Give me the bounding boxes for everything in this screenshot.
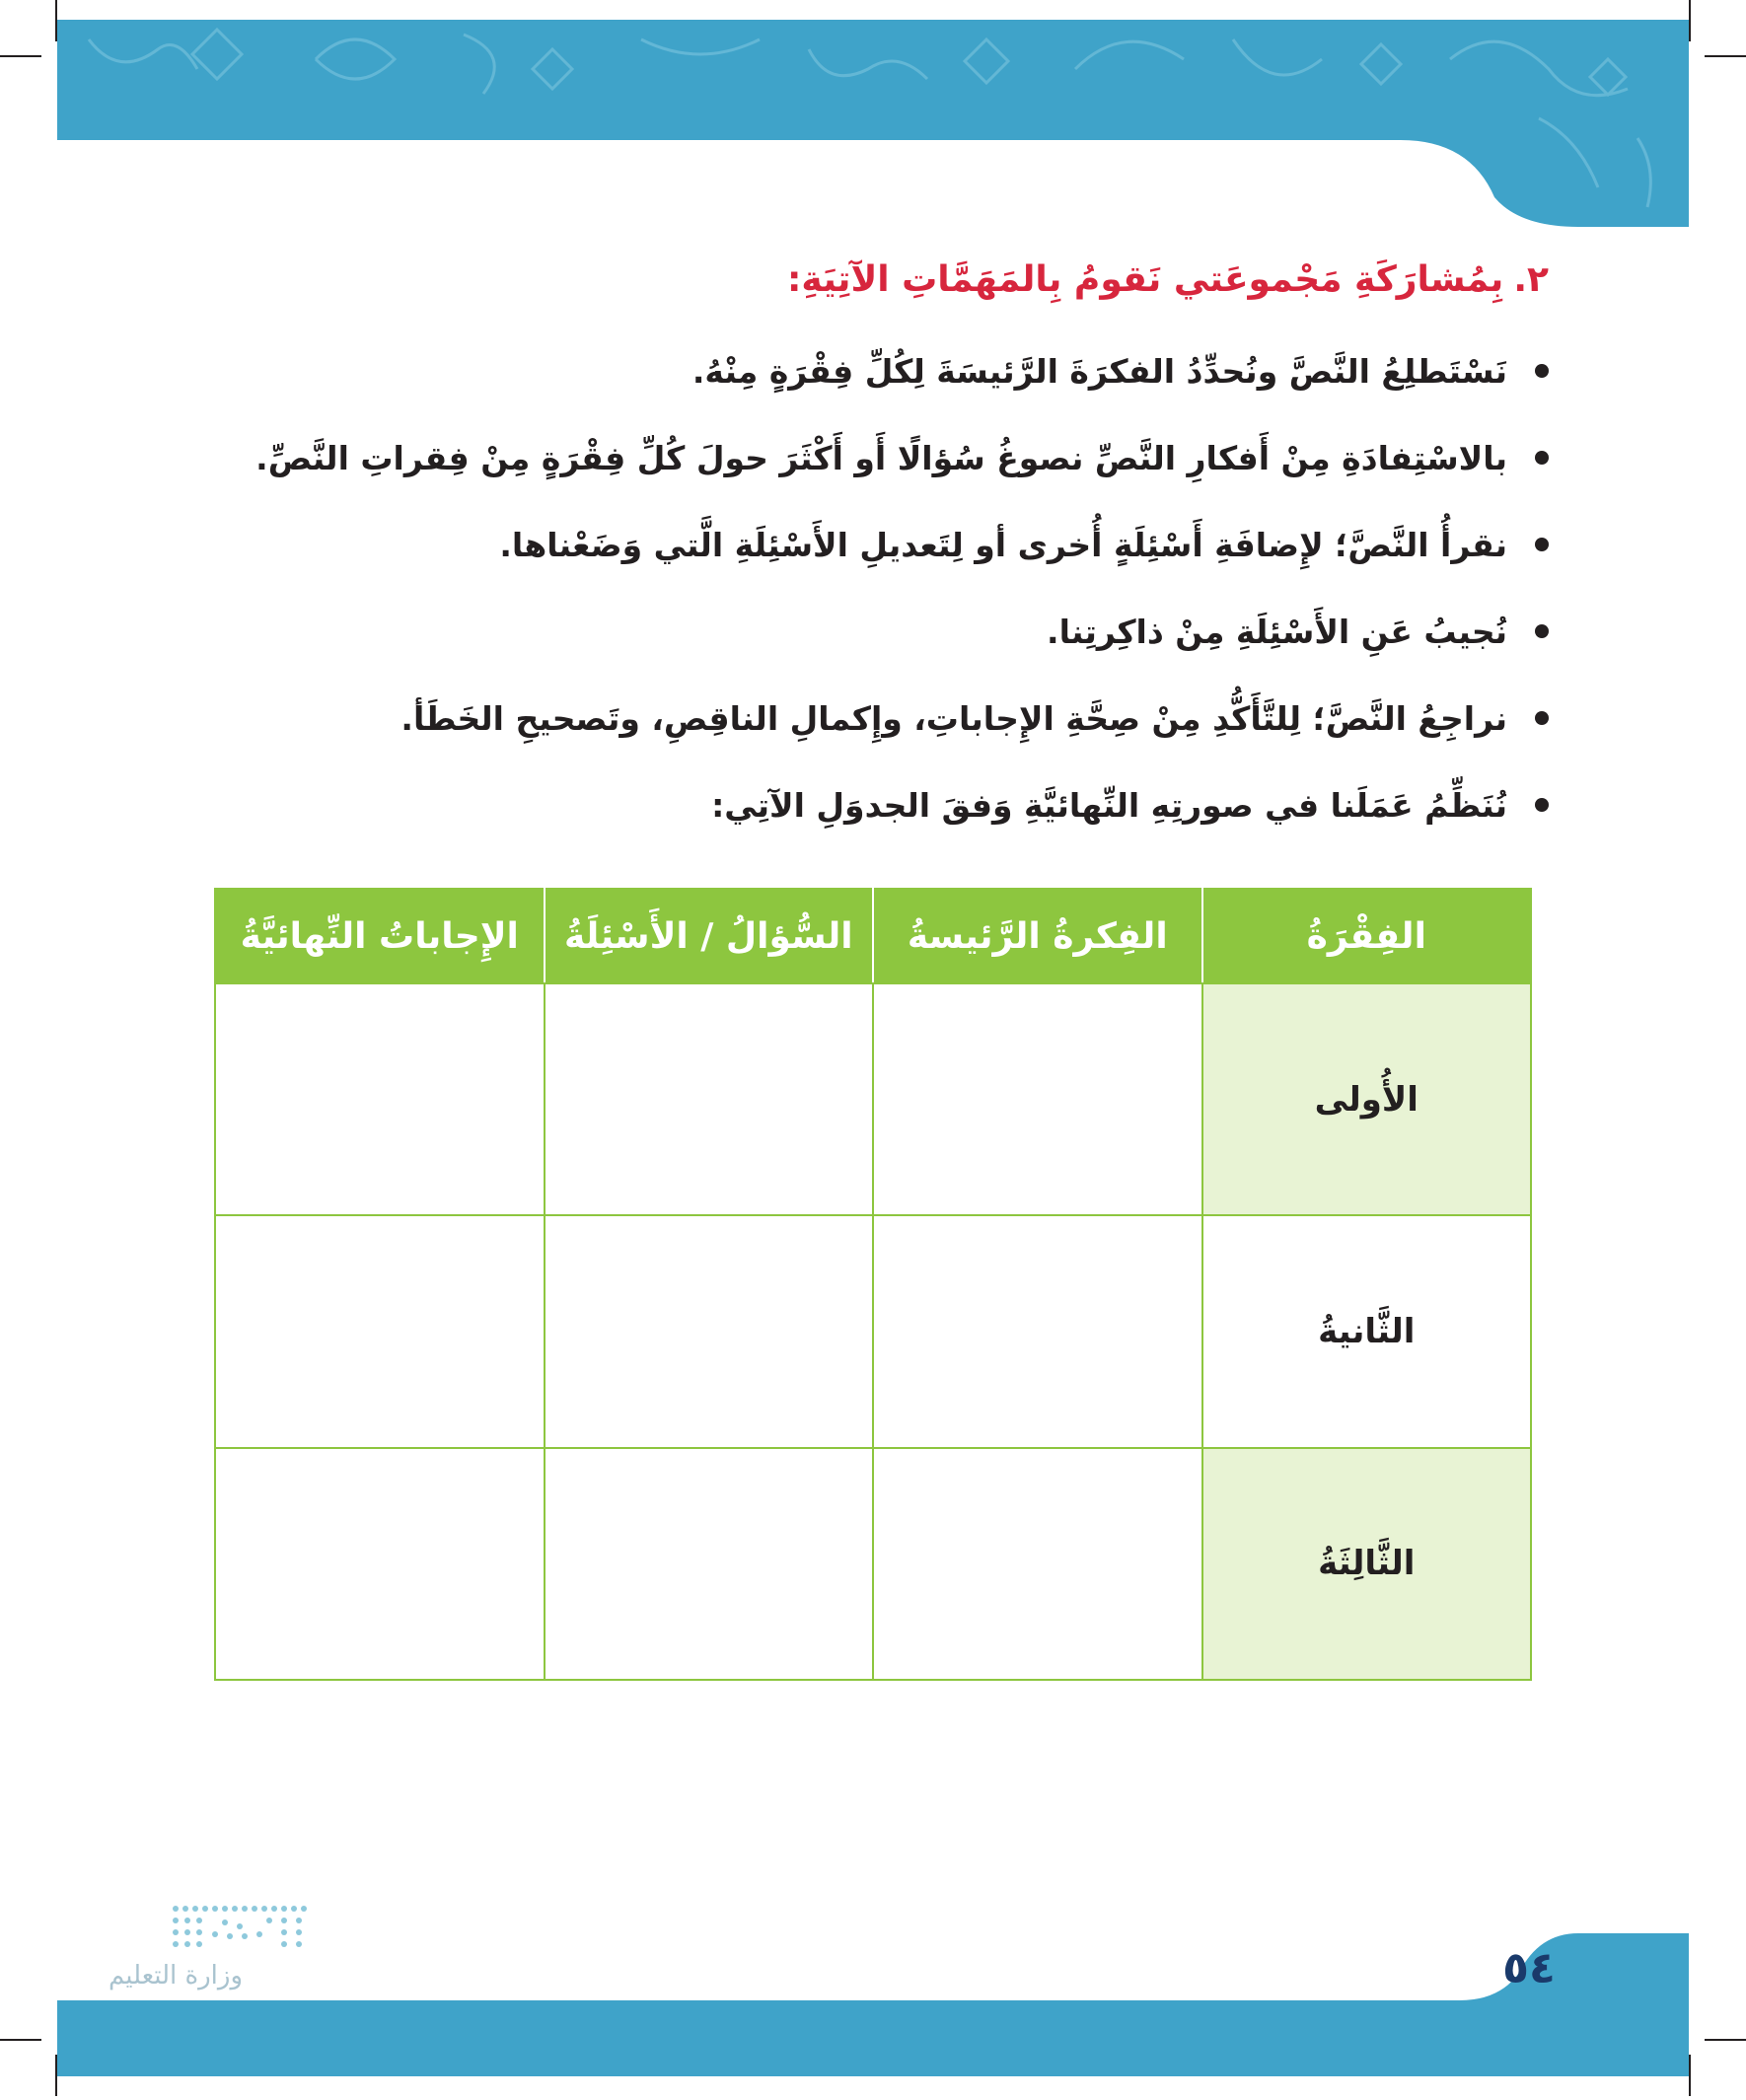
bullet-icon bbox=[1535, 538, 1549, 551]
table-row bbox=[215, 1215, 1531, 1447]
header-questions: السُّؤالُ / الأَسْئِلَةُ bbox=[545, 889, 874, 983]
page-number: ٥٤ bbox=[1502, 1943, 1556, 1993]
paragraph-table bbox=[214, 888, 1532, 1681]
answers-cell[interactable] bbox=[215, 983, 545, 1215]
answers-cell[interactable] bbox=[215, 1215, 545, 1447]
task-heading bbox=[266, 259, 1549, 300]
bullet-icon bbox=[1535, 798, 1549, 812]
task-list bbox=[207, 350, 1549, 871]
bullet-icon bbox=[1535, 364, 1549, 378]
main-idea-cell[interactable] bbox=[873, 1215, 1202, 1447]
header-main-idea: الفِكرةُ الرَّئيسةُ bbox=[873, 889, 1202, 983]
list-item: نقرأُ النَّصَّ؛ لإِضافَةِ أَسْئِلَةٍ أُخرى أو لِتَعديلِ الأَسْئِلَةِ الَّتي وَضَعْناها. bbox=[207, 524, 1549, 567]
questions-cell[interactable] bbox=[545, 983, 874, 1215]
list-item: نُنَظِّمُ عَمَلَنا في صورتِهِ النِّهائيَّةِ وَفقَ الجدوَلِ الآتِي: bbox=[207, 784, 1549, 828]
header-final-answers: الإِجاباتُ النِّهائيَّةُ bbox=[215, 889, 545, 983]
logo-text: وزارة التعليم bbox=[108, 1961, 244, 1991]
top-banner bbox=[0, 0, 1746, 237]
answers-cell[interactable] bbox=[215, 1448, 545, 1680]
bullet-icon bbox=[1535, 711, 1549, 725]
list-item: نُجيبُ عَنِ الأَسْئِلَةِ مِنْ ذاكِرتِنا. bbox=[207, 611, 1549, 654]
paragraph-label: الثَّانيةُ bbox=[1202, 1215, 1532, 1447]
questions-cell[interactable] bbox=[545, 1448, 874, 1680]
table-row bbox=[215, 1448, 1531, 1680]
paragraph-label: الأُولى bbox=[1202, 983, 1532, 1215]
paragraph-label: الثَّالِثَةُ bbox=[1202, 1448, 1532, 1680]
bullet-icon bbox=[1535, 451, 1549, 465]
task-heading-text: بِمُشارَكَةِ مَجْموعَتي نَقومُ بِالمَهَمَّاتِ الآتِيَةِ: bbox=[787, 259, 1504, 300]
header-paragraph: الفِقْرَةُ bbox=[1202, 889, 1532, 983]
main-idea-cell[interactable] bbox=[873, 1448, 1202, 1680]
list-item: بالاسْتِفادَةِ مِنْ أَفكارِ النَّصِّ نصوغُ سُؤالًا أَو أَكْثَرَ حولَ كُلِّ فِقْرَةٍ مِنْ فِقراتِ النَّصِّ. bbox=[207, 437, 1549, 480]
main-idea-cell[interactable] bbox=[873, 983, 1202, 1215]
bullet-icon bbox=[1535, 624, 1549, 638]
questions-cell[interactable] bbox=[545, 1215, 874, 1447]
task-number: ٢. bbox=[1513, 259, 1549, 300]
list-item: نراجِعُ النَّصَّ؛ لِلتَّأَكُّدِ مِنْ صِحَّةِ الإِجاباتِ، وإِكمالِ الناقِصِ، وتَصحيحِ الخَطَأ. bbox=[207, 697, 1549, 741]
table-row bbox=[215, 983, 1531, 1215]
table-header-row bbox=[215, 889, 1531, 983]
list-item: نَسْتَطلِعُ النَّصَّ ونُحدِّدُ الفكرَةَ الرَّئيسَةَ لِكُلِّ فِقْرَةٍ مِنْهُ. bbox=[207, 350, 1549, 394]
